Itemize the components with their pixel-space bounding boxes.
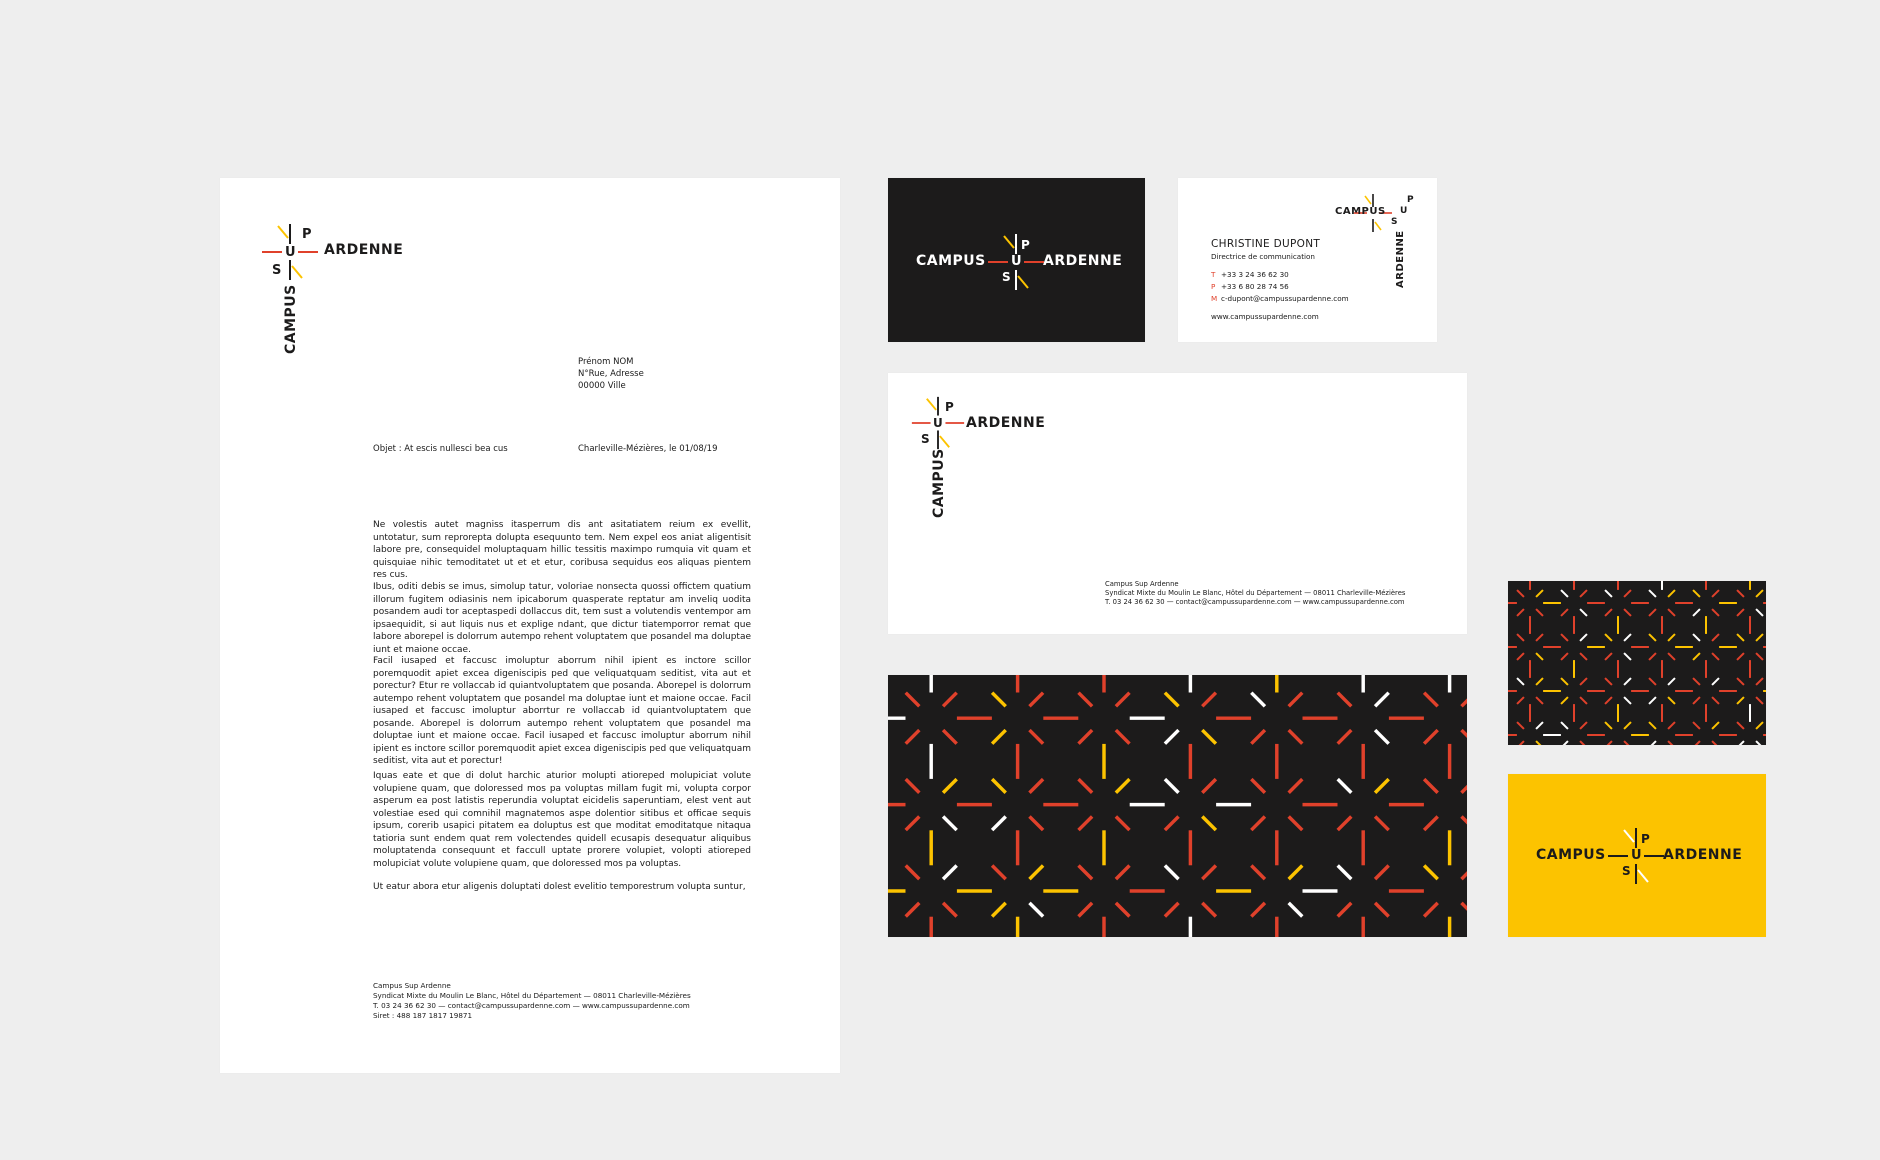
pattern-dash — [1202, 779, 1216, 793]
pattern-dash — [1561, 697, 1568, 704]
yellow-card-u: U — [1631, 848, 1643, 863]
pattern-dash — [1561, 678, 1568, 685]
pattern-dash — [1029, 693, 1043, 707]
pattern-dash — [992, 816, 1006, 830]
pattern-dash — [1517, 697, 1524, 704]
pattern-dash — [1580, 722, 1587, 729]
card-email-row — [1211, 294, 1349, 304]
pattern-dash — [1536, 722, 1543, 729]
pattern-dash — [1251, 816, 1265, 830]
pattern-dash — [1338, 903, 1352, 917]
pattern-dash — [1202, 730, 1216, 744]
pattern-dash — [1116, 730, 1130, 744]
white-card-ardenne: ARDENNE — [1395, 230, 1406, 288]
pattern-dash — [1712, 722, 1719, 729]
pattern-dash — [1251, 866, 1265, 880]
pattern-dash — [906, 903, 920, 917]
pattern-dash — [943, 816, 957, 830]
pattern-dash — [1712, 634, 1719, 641]
card-website: www.campussupardenne.com — [1211, 312, 1319, 321]
recipient-name: Prénom NOM — [578, 357, 634, 367]
pattern-dash — [992, 779, 1006, 793]
pattern-dash — [1624, 590, 1631, 597]
pattern-dash — [1517, 609, 1524, 616]
pattern-dash — [1116, 779, 1130, 793]
pattern-dash — [1375, 816, 1389, 830]
pattern-dash — [1461, 693, 1467, 707]
envelope-logo-campus: CAMPUS — [931, 448, 947, 518]
pattern-dash — [1561, 722, 1568, 729]
pattern-dash — [1202, 816, 1216, 830]
pattern-dash — [1029, 779, 1043, 793]
envelope-footer-org: Campus Sup Ardenne — [1105, 580, 1179, 588]
pattern-banner — [888, 675, 1467, 937]
pattern-dash — [1693, 741, 1700, 745]
pattern-dash — [1079, 779, 1093, 793]
pattern-dash — [992, 730, 1006, 744]
pattern-dash — [1561, 634, 1568, 641]
pattern-dash — [1580, 634, 1587, 641]
pattern-dash — [906, 779, 920, 793]
pattern-dash — [1461, 866, 1467, 880]
black-card-u: U — [1011, 254, 1023, 269]
pattern-dash — [1668, 590, 1675, 597]
pattern-dash — [1693, 609, 1700, 616]
pattern-dash — [1605, 722, 1612, 729]
pattern-dash — [1079, 903, 1093, 917]
pattern-dash — [1424, 816, 1438, 830]
letterhead-logo-p: P — [302, 227, 313, 242]
pattern-dash — [1424, 903, 1438, 917]
pattern-dash — [1668, 678, 1675, 685]
pattern-dash — [1375, 779, 1389, 793]
pattern-dash — [1536, 609, 1543, 616]
pattern-dash — [1668, 741, 1675, 745]
pattern-dash — [1461, 816, 1467, 830]
envelope — [888, 373, 1467, 634]
pattern-dash — [1737, 609, 1744, 616]
pattern-dash — [1424, 693, 1438, 707]
pattern-dash — [1536, 590, 1543, 597]
pattern-dash — [906, 730, 920, 744]
pattern-dash — [1338, 779, 1352, 793]
pattern-dash — [1649, 609, 1656, 616]
pattern-dash — [1536, 741, 1543, 745]
pattern-dash — [1737, 653, 1744, 660]
pattern-dash — [943, 866, 957, 880]
pattern-dash — [1605, 697, 1612, 704]
letter-paragraph-3: Facil iusaped et faccusc imoluptur aborrum nihil ipient es inctore scillor poremquodit apiet excea digeniscipis ped que veliquatquam seditist, vita aut et porectur? Etur re vollaccab id quiantvoluptatem que posanda. Aborepel is dolorrum autempo rehent voluptatem que posandel ma doluptae iunt et maione occae. Facil iusaped et faccusc imoluptur aborrtur re vollaccab id quiantvoluptatem que posande. Aborepel is dolorrum autempo rehent voluptatem que posandel ma doluptae iunt et maione occae. Facil iusaped et faccusc imoluptur aborrum nihil ipient es inctore scillor poremquodit apiet excea digeniscipis ped que veliquatquam seditist, vita aut et porectur! — [373, 656, 751, 766]
pattern-dash — [1668, 609, 1675, 616]
pattern-dash — [1517, 634, 1524, 641]
pattern-dash — [1693, 722, 1700, 729]
letter-footer-address: Syndicat Mixte du Moulin Le Blanc, Hôtel du Département — 08011 Charleville-Mézières — [373, 991, 691, 1000]
pattern-dash — [1079, 866, 1093, 880]
pattern-dash — [1693, 634, 1700, 641]
pattern-dash — [1693, 678, 1700, 685]
pattern-dash — [1029, 816, 1043, 830]
pattern-dash — [1605, 741, 1612, 745]
pattern-dash — [1461, 903, 1467, 917]
white-card-s: S — [1391, 217, 1398, 227]
pattern-dash — [1649, 590, 1656, 597]
pattern-dash — [1517, 722, 1524, 729]
pattern-dash — [1375, 866, 1389, 880]
card-person-name: CHRISTINE DUPONT — [1211, 238, 1321, 250]
pattern-dash — [906, 816, 920, 830]
pattern-dash — [1756, 609, 1763, 616]
pattern-dash — [1165, 779, 1179, 793]
pattern-dash — [1737, 697, 1744, 704]
pattern-dash — [1029, 730, 1043, 744]
pattern-dash — [1649, 741, 1656, 745]
pattern-dash — [1461, 730, 1467, 744]
pattern-dash — [1251, 730, 1265, 744]
pattern-dash — [1668, 634, 1675, 641]
pattern-dash — [1461, 779, 1467, 793]
letterhead-logo-s: S — [272, 263, 282, 278]
card-mobile: +33 6 80 28 74 56 — [1221, 282, 1289, 291]
pattern-dash — [1624, 678, 1631, 685]
pattern-dash — [1338, 693, 1352, 707]
envelope-footer-contact: T. 03 24 36 62 30 — contact@campussupardenne.com — www.campussupardenne.com — [1105, 598, 1405, 606]
pattern-dash — [1165, 693, 1179, 707]
pattern-dash — [1165, 866, 1179, 880]
pattern-dash — [1517, 741, 1524, 745]
pattern-dash — [1289, 730, 1303, 744]
pattern-dash — [1079, 816, 1093, 830]
pattern-dash — [943, 693, 957, 707]
letter-footer-org: Campus Sup Ardenne — [373, 981, 451, 990]
pattern-dash — [1375, 693, 1389, 707]
pattern-dash — [1116, 903, 1130, 917]
pattern-dash — [1580, 741, 1587, 745]
pattern-dash — [943, 779, 957, 793]
pattern-dash — [943, 730, 957, 744]
yellow-card-s: S — [1622, 864, 1632, 878]
pattern-dash — [1424, 779, 1438, 793]
pattern-card-graphic — [1508, 581, 1766, 745]
pattern-dash — [1605, 653, 1612, 660]
card-phone-row — [1211, 270, 1289, 280]
pattern-dash — [1605, 590, 1612, 597]
business-card-front-black — [888, 178, 1145, 342]
pattern-dash — [1756, 697, 1763, 704]
pattern-dash — [1561, 609, 1568, 616]
yellow-card-campus: CAMPUS — [1536, 847, 1606, 863]
pattern-dash — [1165, 903, 1179, 917]
letter-date-place: Charleville-Mézières, le 01/08/19 — [578, 444, 718, 454]
pattern-dash — [1116, 693, 1130, 707]
pattern-dash — [1605, 609, 1612, 616]
envelope-logo-s: S — [921, 432, 931, 446]
pattern-dash — [1624, 741, 1631, 745]
pattern-dash — [1029, 866, 1043, 880]
envelope-logo-ardenne: ARDENNE — [966, 415, 1046, 431]
pattern-dash — [1338, 866, 1352, 880]
pattern-dash — [1375, 903, 1389, 917]
black-card-p: P — [1021, 238, 1031, 252]
pattern-dash — [1649, 722, 1656, 729]
pattern-dash — [1756, 634, 1763, 641]
card-email: c-dupont@campussupardenne.com — [1221, 294, 1349, 303]
pattern-dash — [1624, 653, 1631, 660]
recipient-street: N°Rue, Adresse — [578, 369, 644, 379]
pattern-dash — [1693, 590, 1700, 597]
pattern-dash — [1737, 634, 1744, 641]
pattern-dash — [1289, 779, 1303, 793]
pattern-dash — [943, 903, 957, 917]
pattern-dash — [1624, 722, 1631, 729]
pattern-dash — [1338, 816, 1352, 830]
pattern-dash — [1712, 590, 1719, 597]
letterhead-logo-ardenne: ARDENNE — [324, 242, 404, 258]
pattern-dash — [1580, 609, 1587, 616]
pattern-dash — [1580, 653, 1587, 660]
pattern-dash — [1251, 693, 1265, 707]
pattern-card — [1508, 581, 1766, 745]
pattern-dash — [1424, 730, 1438, 744]
pattern-dash — [1649, 697, 1656, 704]
letter-paragraph-4: Iquas eate et que di dolut harchic aturior molupti atioreped molupiciat volute volupiene quam, que doloressed mos pa voluptas millam fugit mi, volupta corpor asperum ea post latistis reperundia voluptat eicidelis saperuntiam, elest vent aut volestiae esed qui comnihil magnatemos aspe dolentior sitibus et officae sequis ipsum, corerib usapici pitatem ea doluptus est que moditat emoditatque nitaqua tatioria sunt endem quat rem volectendes quidell ecusapis desequatur aliquibus moluptatenda consequunt et faccull uptate prorere volupiet, volopti atioreped molupiciat volute volupiene quam, que doloressed mos pa voluptas. — [373, 771, 751, 869]
pattern-dash — [1289, 693, 1303, 707]
pattern-dash — [906, 693, 920, 707]
pattern-dash — [1756, 722, 1763, 729]
pattern-dash — [1737, 678, 1744, 685]
pattern-dash — [1756, 653, 1763, 660]
pattern-banner-graphic — [888, 675, 1467, 937]
envelope-logo-u: U — [933, 416, 944, 430]
pattern-dash — [1079, 693, 1093, 707]
black-card-campus: CAMPUS — [916, 253, 986, 269]
letterhead-sheet — [220, 178, 840, 1073]
yellow-card-p: P — [1641, 832, 1651, 846]
card-phone: +33 3 24 36 62 30 — [1221, 270, 1289, 279]
pattern-dash — [1737, 741, 1744, 745]
pattern-dash — [1251, 779, 1265, 793]
pattern-dash — [1712, 609, 1719, 616]
pattern-dash — [1165, 816, 1179, 830]
black-card-ardenne: ARDENNE — [1043, 253, 1123, 269]
pattern-dash — [1605, 678, 1612, 685]
pattern-dash — [1624, 634, 1631, 641]
card-email-label: M — [1211, 294, 1218, 303]
pattern-dash — [1737, 722, 1744, 729]
business-card-back-white — [1178, 178, 1437, 342]
pattern-dash — [1079, 730, 1093, 744]
pattern-dash — [1116, 816, 1130, 830]
letter-paragraph-5: Ut eatur abora etur aligenis doluptati dolest evelitio temporestrum volupta suntur, — [373, 882, 746, 892]
letter-object: Objet : At escis nullesci bea cus — [373, 444, 508, 454]
recipient-city: 00000 Ville — [578, 381, 626, 391]
yellow-card — [1508, 774, 1766, 937]
white-card-u: U — [1400, 206, 1408, 216]
pattern-dash — [1517, 653, 1524, 660]
letter-footer-siret: Siret : 488 187 1817 19871 — [373, 1011, 473, 1020]
pattern-dash — [992, 866, 1006, 880]
pattern-dash — [1693, 697, 1700, 704]
pattern-dash — [1536, 697, 1543, 704]
pattern-dash — [1536, 653, 1543, 660]
pattern-dash — [1202, 693, 1216, 707]
pattern-dash — [1536, 634, 1543, 641]
pattern-dash — [992, 693, 1006, 707]
pattern-dash — [1605, 634, 1612, 641]
pattern-dash — [1624, 697, 1631, 704]
pattern-dash — [1424, 866, 1438, 880]
black-card-s: S — [1002, 270, 1012, 284]
envelope-logo-p: P — [945, 400, 955, 414]
pattern-dash — [1712, 653, 1719, 660]
card-mobile-label: P — [1211, 282, 1216, 291]
pattern-dash — [1624, 609, 1631, 616]
pattern-dash — [1580, 590, 1587, 597]
pattern-dash — [1649, 653, 1656, 660]
card-phone-label: T — [1211, 270, 1216, 279]
pattern-dash — [1561, 590, 1568, 597]
envelope-footer-address: Syndicat Mixte du Moulin Le Blanc, Hôtel du Département — 08011 Charleville-Mézières — [1105, 589, 1406, 597]
pattern-dash — [1289, 903, 1303, 917]
pattern-dash — [1338, 730, 1352, 744]
letter-footer-contact: T. 03 24 36 62 30 — contact@campussupardenne.com — www.campussupardenne.com — [373, 1001, 690, 1010]
pattern-dash — [1580, 678, 1587, 685]
card-person-role: Directrice de communication — [1211, 252, 1315, 261]
pattern-dash — [1737, 590, 1744, 597]
pattern-dash — [1202, 866, 1216, 880]
pattern-dash — [1517, 590, 1524, 597]
letterhead-logo-u: U — [285, 245, 297, 260]
pattern-dash — [1649, 678, 1656, 685]
pattern-dash — [1580, 697, 1587, 704]
pattern-dash — [1756, 678, 1763, 685]
pattern-dash — [1712, 697, 1719, 704]
pattern-dash — [1517, 678, 1524, 685]
pattern-dash — [1251, 903, 1265, 917]
pattern-dash — [1202, 903, 1216, 917]
pattern-dash — [992, 903, 1006, 917]
pattern-dash — [1029, 903, 1043, 917]
pattern-dash — [1116, 866, 1130, 880]
white-card-campus: CAMPUS — [1335, 206, 1386, 217]
letter-paragraph-2: Ibus, oditi debis se imus, simolup tatur, voloriae nonsecta quossi offictem quatium illorum fugitem odiasinis nem ipicaborum quasperate reptatur am inveliq uodita posandem audi tor aceptaspedi dollaccus dit, tem sust a volutendis ventempor am ipsaequidit, si aut liquis nus et explige ndant, que dictur tiatemporror remat que labore aborepel is dolorrum autempo rehent voluptatem que posandel ma doluptae iunt et maione occae. — [373, 582, 751, 655]
pattern-dash — [1165, 730, 1179, 744]
pattern-dash — [906, 866, 920, 880]
pattern-dash — [1561, 653, 1568, 660]
pattern-dash — [1756, 741, 1763, 745]
pattern-dash — [1668, 722, 1675, 729]
pattern-dash — [1668, 653, 1675, 660]
letterhead-logo-campus: CAMPUS — [283, 284, 299, 354]
pattern-dash — [1536, 678, 1543, 685]
yellow-card-ardenne: ARDENNE — [1663, 847, 1743, 863]
card-mobile-row — [1211, 282, 1289, 292]
pattern-dash — [1649, 634, 1656, 641]
pattern-dash — [1712, 741, 1719, 745]
pattern-dash — [1756, 590, 1763, 597]
pattern-dash — [1375, 730, 1389, 744]
pattern-dash — [1712, 678, 1719, 685]
pattern-dash — [1668, 697, 1675, 704]
pattern-dash — [1289, 866, 1303, 880]
pattern-dash — [1693, 653, 1700, 660]
pattern-dash — [1289, 816, 1303, 830]
letter-paragraph-1: Ne volestis autet magniss itasperrum dis ant asitatiatem reium ex evellit, untotatur, sum reproreptа dolupta esequunto tem. Nem expel eos aniat aligentisit labore pre, consequidel moluptaquam hillic tessitis maximpo rumquia vit quam et quisquiae nihic temoditatet ut et et etur, coribusa sequidus eos aliquas pientem res cus. — [373, 520, 751, 580]
pattern-dash — [1561, 741, 1568, 745]
white-card-p: P — [1407, 195, 1415, 205]
